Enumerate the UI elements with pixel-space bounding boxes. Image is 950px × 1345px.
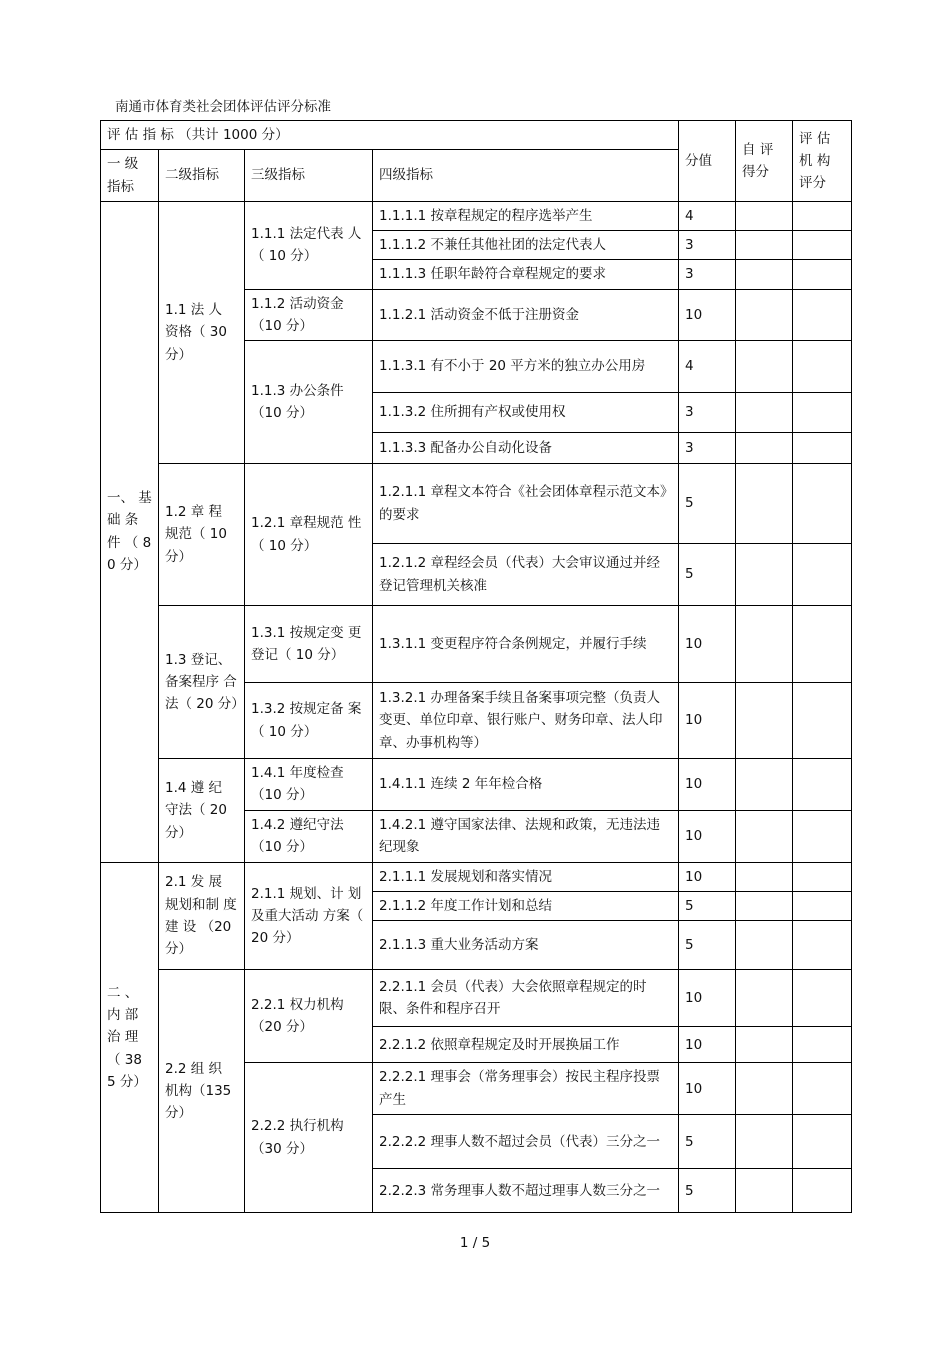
level2-cell: 2.2 组 织 机构（135 分） [159, 970, 245, 1213]
agency-score-cell [793, 921, 852, 970]
level3-cell: 1.1.1 法定代表 人（ 10 分） [245, 201, 373, 289]
level4-cell: 2.2.1.2 依照章程规定及时开展换届工作 [373, 1027, 679, 1063]
score-cell: 3 [679, 393, 736, 433]
level3-cell: 1.3.2 按规定备 案（ 10 分） [245, 683, 373, 759]
document-title: 南通市体育类社会团体评估评分标准 [115, 99, 331, 115]
agency-score-cell [793, 341, 852, 393]
self-score-cell [736, 260, 793, 289]
level3-cell: 2.1.1 规划、计 划及重大活动 方案（ 20 分） [245, 862, 373, 970]
level3-cell: 1.3.1 按规定变 更登记（ 10 分） [245, 606, 373, 683]
self-score-cell [736, 921, 793, 970]
page-number: 1 / 5 [459, 1235, 491, 1251]
score-cell: 3 [679, 260, 736, 289]
agency-score-cell [793, 862, 852, 891]
level3-cell: 1.2.1 章程规范 性（ 10 分） [245, 464, 373, 606]
score-cell: 5 [679, 921, 736, 970]
header-eval-total: 评 估 指 标 （共计 1000 分） [101, 121, 679, 150]
agency-score-cell [793, 1027, 852, 1063]
scoring-standard-table [100, 120, 852, 1213]
self-score-cell [736, 606, 793, 683]
agency-score-cell [793, 393, 852, 433]
level4-cell: 1.1.3.3 配备办公自动化设备 [373, 433, 679, 464]
level4-cell: 1.4.1.1 连续 2 年年检合格 [373, 759, 679, 811]
agency-score-cell [793, 1115, 852, 1169]
table-row [101, 862, 852, 891]
score-cell: 3 [679, 231, 736, 260]
level1-cell: 二 、 内 部 治 理 （ 38 5 分） [101, 862, 159, 1213]
level4-cell: 2.1.1.1 发展规划和落实情况 [373, 862, 679, 891]
self-score-cell [736, 1115, 793, 1169]
score-cell: 4 [679, 341, 736, 393]
self-score-cell [736, 464, 793, 544]
level2-cell: 1.3 登记、 备案程序 合法（ 20 分） [159, 606, 245, 759]
agency-score-cell [793, 1169, 852, 1213]
agency-score-cell [793, 464, 852, 544]
agency-score-cell [793, 260, 852, 289]
agency-score-cell [793, 544, 852, 606]
level4-cell: 2.1.1.3 重大业务活动方案 [373, 921, 679, 970]
self-score-cell [736, 970, 793, 1027]
table-row [101, 201, 852, 230]
level4-cell: 1.1.3.1 有不小于 20 平方米的独立办公用房 [373, 341, 679, 393]
level4-cell: 1.1.3.2 住所拥有产权或使用权 [373, 393, 679, 433]
self-score-cell [736, 759, 793, 811]
table-row [101, 970, 852, 1027]
score-cell: 5 [679, 544, 736, 606]
agency-score-cell [793, 810, 852, 862]
level4-cell: 1.4.2.1 遵守国家法律、法规和政策，无违法违纪现象 [373, 810, 679, 862]
level2-cell: 1.4 遵 纪 守法（ 20 分） [159, 759, 245, 863]
self-score-cell [736, 862, 793, 891]
level4-cell: 2.2.2.1 理事会（常务理事会）按民主程序投票产生 [373, 1063, 679, 1115]
self-score-cell [736, 891, 793, 920]
header-level4: 四级指标 [373, 150, 679, 202]
agency-score-cell [793, 231, 852, 260]
score-cell: 5 [679, 1115, 736, 1169]
level3-cell: 1.1.2 活动资金 （10 分） [245, 289, 373, 341]
score-cell: 4 [679, 201, 736, 230]
score-cell: 5 [679, 464, 736, 544]
header-agency-score: 评 估 机 构 评分 [793, 121, 852, 202]
level3-cell: 1.1.3 办公条件 （10 分） [245, 341, 373, 464]
level4-cell: 1.3.1.1 变更程序符合条例规定，并履行手续 [373, 606, 679, 683]
self-score-cell [736, 201, 793, 230]
score-cell: 10 [679, 1063, 736, 1115]
level3-cell: 1.4.2 遵纪守法 （10 分） [245, 810, 373, 862]
score-cell: 3 [679, 433, 736, 464]
self-score-cell [736, 810, 793, 862]
agency-score-cell [793, 683, 852, 759]
level4-cell: 1.2.1.1 章程文本符合《社会团体章程示范文本》的要求 [373, 464, 679, 544]
self-score-cell [736, 433, 793, 464]
score-cell: 10 [679, 606, 736, 683]
self-score-cell [736, 341, 793, 393]
agency-score-cell [793, 201, 852, 230]
header-self-score: 自 评 得分 [736, 121, 793, 202]
agency-score-cell [793, 1063, 852, 1115]
level4-cell: 2.2.2.2 理事人数不超过会员（代表）三分之一 [373, 1115, 679, 1169]
score-cell: 10 [679, 683, 736, 759]
header-row [101, 121, 852, 150]
self-score-cell [736, 1169, 793, 1213]
level3-cell: 2.2.2 执行机构 （30 分） [245, 1063, 373, 1213]
score-cell: 5 [679, 1169, 736, 1213]
score-cell: 10 [679, 862, 736, 891]
table-row [101, 759, 852, 811]
level4-cell: 1.1.1.3 任职年龄符合章程规定的要求 [373, 260, 679, 289]
header-level1: 一 级 指标 [101, 150, 159, 202]
self-score-cell [736, 1027, 793, 1063]
level4-cell: 2.1.1.2 年度工作计划和总结 [373, 891, 679, 920]
level4-cell: 2.2.2.3 常务理事人数不超过理事人数三分之一 [373, 1169, 679, 1213]
agency-score-cell [793, 891, 852, 920]
table-row [101, 464, 852, 544]
self-score-cell [736, 393, 793, 433]
level4-cell: 2.2.1.1 会员（代表）大会依照章程规定的时限、条件和程序召开 [373, 970, 679, 1027]
header-score: 分值 [679, 121, 736, 202]
score-cell: 5 [679, 891, 736, 920]
level3-cell: 2.2.1 权力机构 （20 分） [245, 970, 373, 1063]
level2-cell: 1.1 法 人 资格（ 30 分） [159, 201, 245, 463]
agency-score-cell [793, 606, 852, 683]
score-cell: 10 [679, 759, 736, 811]
level4-cell: 1.3.2.1 办理备案手续且备案事项完整（负责人变更、单位印章、银行账户、财务印章、法人印章、办事机构等） [373, 683, 679, 759]
self-score-cell [736, 1063, 793, 1115]
level4-cell: 1.2.1.2 章程经会员（代表）大会审议通过并经登记管理机关核准 [373, 544, 679, 606]
score-cell: 10 [679, 810, 736, 862]
level4-cell: 1.1.1.2 不兼任其他社团的法定代表人 [373, 231, 679, 260]
header-level3: 三级指标 [245, 150, 373, 202]
score-cell: 10 [679, 289, 736, 341]
level1-cell: 一、 基础 条 件 （ 80 分） [101, 201, 159, 862]
header-level2: 二级指标 [159, 150, 245, 202]
self-score-cell [736, 544, 793, 606]
agency-score-cell [793, 759, 852, 811]
score-cell: 10 [679, 970, 736, 1027]
agency-score-cell [793, 289, 852, 341]
level2-cell: 1.2 章 程 规范（ 10 分） [159, 464, 245, 606]
agency-score-cell [793, 970, 852, 1027]
table-row [101, 606, 852, 683]
level4-cell: 1.1.2.1 活动资金不低于注册资金 [373, 289, 679, 341]
self-score-cell [736, 231, 793, 260]
level2-cell: 2.1 发 展 规划和制 度 建 设 （20 分） [159, 862, 245, 970]
level4-cell: 1.1.1.1 按章程规定的程序选举产生 [373, 201, 679, 230]
level3-cell: 1.4.1 年度检查 （10 分） [245, 759, 373, 811]
score-cell: 10 [679, 1027, 736, 1063]
self-score-cell [736, 683, 793, 759]
self-score-cell [736, 289, 793, 341]
agency-score-cell [793, 433, 852, 464]
